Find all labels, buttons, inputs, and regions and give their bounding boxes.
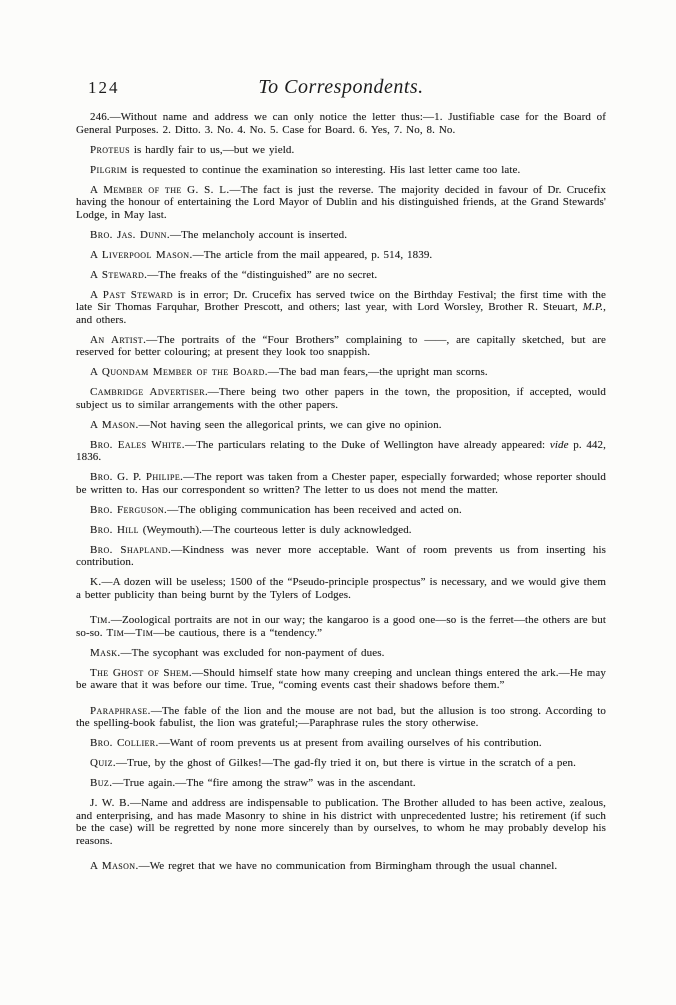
correspondence-entry [76, 184, 606, 222]
entry-text: —Kindness was never more acceptable. Want of room prevents us from inserting his contribution. [76, 543, 606, 568]
correspondent-name: A Member of the G. S. L. [90, 183, 230, 196]
entry-text: —A dozen will be useless; 1500 of the “Pseudo-principle prospectus” is necessary, and we would give them a better publicity than being burnt by the Tylers of Lodges. [76, 576, 606, 601]
entry-text: is hardly fair to us,—but we yield. [130, 143, 295, 156]
entry-text: —The fable of the lion and the mouse are not bad, but the allusion is too strong. According to the spelling-book fabulist, the lion was grateful;—Paraphrase rules the story otherwise. [76, 704, 606, 729]
correspondence-entry [76, 777, 606, 790]
correspondent-name: Bro. Jas. Dunn. [90, 228, 170, 241]
entry-text: p. 442, 1836. [76, 438, 606, 463]
correspondent-name: Buz. [90, 777, 113, 789]
page-header [76, 76, 606, 102]
correspondent-name: Cambridge Advertiser [90, 386, 205, 398]
correspondent-name: A Mason. [90, 418, 139, 431]
entry-text: —Should himself state how many creeping and unclean things entered the ark.—He may be aware that it was before our time. True, “coming events cast their shadows before them.” [76, 666, 606, 691]
entry-text: —The portraits of the “Four Brothers” complaining to ——, are capitally sketched, but are reserved for better colouring; at present they look too snappish. [76, 333, 606, 358]
correspondent-name: Bro. Collier. [90, 737, 159, 749]
correspondence-entry [76, 667, 606, 692]
correspondence-entry [76, 647, 606, 660]
correspondent-name: A Past Steward [90, 288, 173, 301]
entry-text: —Zoological portraits are not in our way; the kangaroo is a good one—so is the ferret—the others are but so-so. [76, 614, 606, 639]
correspondent-name: A Liverpool Mason. [90, 248, 193, 261]
correspondent-name: Quiz. [90, 757, 117, 769]
entry-text: —The freaks of the “distinguished” are no secret. [147, 268, 378, 281]
entry-text: —Not having seen the allegorical prints, we can give no opinion. [138, 418, 442, 431]
correspondent-name: An Artist. [90, 333, 147, 346]
entry-text: —The particulars relating to the Duke of Wellington have already appeared: [184, 438, 550, 451]
entry-text: is requested to continue the examination so interesting. His last letter came too late. [127, 163, 521, 176]
correspondence-entry [76, 334, 606, 359]
entry-text: —The sycophant was excluded for non-payment of dues. [120, 646, 385, 659]
entry-text: —Want of room prevents us at present from availing ourselves of his contribution. [158, 737, 542, 749]
correspondence-entry [76, 439, 606, 464]
correspondence-entry [76, 797, 606, 847]
entry-text: .—There being two other papers in the town, the proposition, if accepted, would subject us to similar arrangements with the other papers. [76, 386, 606, 411]
correspondent-name: A Mason. [90, 860, 139, 872]
correspondent-name: Pilgrim [90, 163, 128, 176]
correspondent-name: Tim—Tim [106, 626, 154, 639]
correspondent-name: Bro. Hill [90, 523, 139, 536]
correspondence-list [76, 111, 606, 873]
correspondence-entry [76, 471, 606, 496]
correspondence-entry [76, 544, 606, 569]
entry-text: is in error; Dr. Crucefix has served twice on the Birthday Festival; the first time with the late Sir Thomas Farquhar, Brother Prescott, and others; last year, with Lord Worsley, Brother R. Steuart, [76, 288, 606, 313]
correspondent-name: Mask. [90, 646, 121, 659]
entry-text: 246.—Without name and address we can only notice the letter thus:—1. Justifiable case for the Board of General Purposes. 2. Ditto. 3. No. 4. No. 5. Case for Board. 6. Yes, 7. No, 8. No. [76, 111, 606, 136]
entry-text: —The melancholy account is inserted. [169, 228, 348, 241]
entry-text: vide [549, 438, 569, 451]
correspondence-entry [76, 705, 606, 730]
entry-text: , and others. [76, 301, 606, 326]
entry-text: —The bad man fears,—the upright man scorns. [267, 366, 488, 378]
correspondence-entry [76, 614, 606, 639]
correspondence-entry [76, 269, 606, 282]
entry-text: —True, by the ghost of Gilkes!—The gad-fly tried it on, but there is virtue in the scratch of a pen. [116, 757, 576, 769]
correspondent-name: A Steward. [90, 268, 148, 281]
entry-text: —The report was taken from a Chester paper, especially forwarded; whose reporter should be written to. Has our correspondent so written? The letter to us does not mend the matter. [76, 471, 606, 496]
entry-text: —We regret that we have no communication from Birmingham through the usual channel. [138, 860, 558, 872]
entry-text: —The fact is just the reverse. The majority decided in favour of Dr. Crucefix having the honour of entertaining the Lord Mayor of Dublin and his distinguished friends, at the Grand Stewards' Lodge, in May last. [76, 183, 606, 221]
entry-text: —be cautious, there is a “tendency.” [153, 626, 323, 639]
correspondent-name: Proteus [90, 143, 131, 156]
correspondent-name: Bro. Ferguson. [90, 503, 168, 516]
correspondence-entry [76, 504, 606, 517]
correspondence-entry [76, 249, 606, 262]
correspondence-entry [76, 524, 606, 537]
page-title: To Correspondents. [258, 76, 424, 98]
correspondence-entry [76, 757, 606, 770]
correspondence-entry [76, 386, 606, 411]
entry-text: (Weymouth).—The courteous letter is duly acknowledged. [138, 523, 412, 536]
correspondent-name: Bro. Eales White. [90, 438, 185, 451]
correspondent-name: Paraphrase. [90, 704, 151, 717]
correspondent-name: The Ghost of Shem. [90, 666, 193, 679]
entry-text: —True again.—The “fire among the straw” was in the ascendant. [112, 777, 416, 789]
correspondent-name: Bro. Shapland. [90, 543, 172, 556]
entry-text: —Name and address are indispensable to publication. The Brother alluded to has been active, zealous, and enterprising, and has made Masonry to shine in his district with unprecedented lustre; his retirement (if such be the case) will be regretted by none more sincerely than by ourselves, to whom he may probably develop his reasons. [76, 797, 606, 847]
entry-text: —The obliging communication has been received and acted on. [167, 503, 462, 516]
correspondence-entry [76, 860, 606, 873]
correspondence-entry [76, 111, 606, 136]
correspondence-entry [76, 289, 606, 327]
correspondent-name: Tim. [90, 614, 111, 626]
correspondent-name: A Quondam Member of the Board. [90, 366, 268, 378]
correspondence-entry [76, 164, 606, 177]
entry-text: —The article from the mail appeared, p. 514, 1839. [192, 248, 433, 261]
correspondence-entry [76, 366, 606, 379]
correspondence-entry [76, 229, 606, 242]
correspondent-name: K. [90, 576, 102, 588]
correspondent-name: Bro. G. P. Philipe. [90, 471, 184, 483]
entry-text: M.P. [582, 301, 604, 313]
page-number: 124 [88, 78, 120, 97]
correspondence-entry [76, 419, 606, 432]
correspondent-name: J. W. B. [90, 797, 130, 809]
correspondence-entry [76, 576, 606, 601]
correspondence-entry [76, 144, 606, 157]
correspondence-entry [76, 737, 606, 750]
